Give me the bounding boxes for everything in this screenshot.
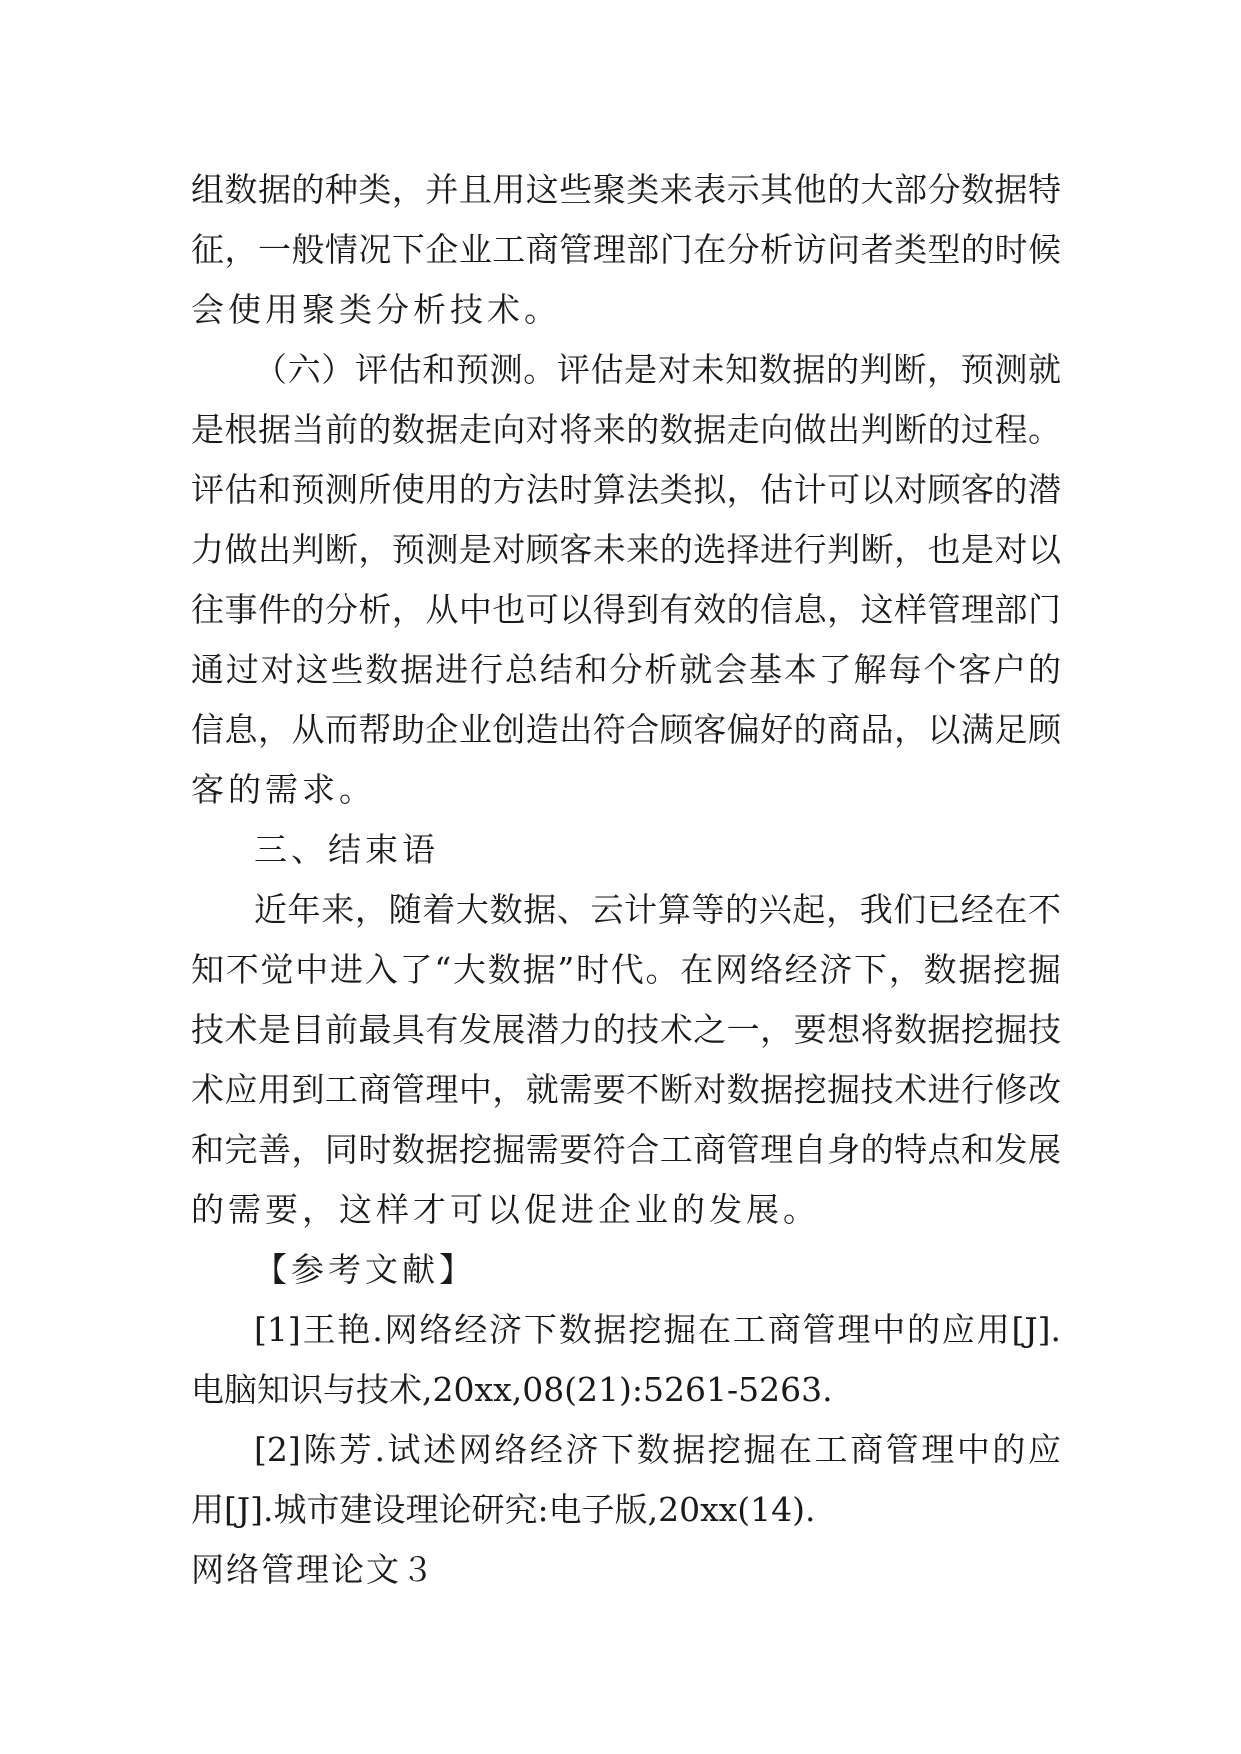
next-article-title: 网络管理论文３ — [191, 1550, 436, 1589]
text-line: （六）评估和预测。评估是对未知数据的判断，预测就 — [254, 350, 1061, 389]
document-body — [191, 160, 1061, 1600]
text-line: 和完善，同时数据挖掘需要符合工商管理自身的特点和发展 — [191, 1130, 1061, 1169]
paragraph-clustering — [191, 160, 1061, 340]
text-line: 信息，从而帮助企业创造出符合顾客偏好的商品，以满足顾 — [191, 710, 1061, 749]
text-line: 用[J].城市建设理论研究:电子版,20xx(14). — [191, 1490, 816, 1529]
text-line: 客的需求。 — [191, 770, 376, 809]
reference-item — [191, 1420, 1061, 1540]
text-line: [1]王艳.网络经济下数据挖掘在工商管理中的应用[J]. — [254, 1310, 1061, 1349]
text-line: 电脑知识与技术,20xx,08(21):5261-5263. — [191, 1370, 833, 1409]
text-line: 往事件的分析，从中也可以得到有效的信息，这样管理部门 — [191, 590, 1061, 629]
text-line: 知不觉中进入了“大数据”时代。在网络经济下，数据挖掘 — [191, 950, 1061, 989]
text-line: 力做出判断，预测是对顾客未来的选择进行判断，也是对以 — [191, 530, 1061, 569]
reference-item — [191, 1300, 1061, 1420]
text-line: 评估和预测所使用的方法时算法类拟，估计可以对顾客的潜 — [191, 470, 1061, 509]
text-line: 技术是目前最具有发展潜力的技术之一，要想将数据挖掘技 — [191, 1010, 1061, 1049]
paragraph-conclusion — [191, 880, 1061, 1240]
paragraph-evaluation-prediction — [191, 340, 1061, 820]
text-line: 征，一般情况下企业工商管理部门在分析访问者类型的时候 — [191, 230, 1061, 269]
text-line: [2]陈芳.试述网络经济下数据挖掘在工商管理中的应 — [254, 1430, 1061, 1469]
text-line: 的需要，这样才可以促进企业的发展。 — [191, 1190, 820, 1229]
text-line: 组数据的种类，并且用这些聚类来表示其他的大部分数据特 — [191, 170, 1061, 209]
text-line: 是根据当前的数据走向对将来的数据走向做出判断的过程。 — [191, 410, 1061, 449]
text-line: 通过对这些数据进行总结和分析就会基本了解每个客户的 — [191, 650, 1061, 689]
section-heading: 三、结束语 — [254, 830, 439, 869]
text-line: 会使用聚类分析技术。 — [191, 290, 561, 329]
text-line: 术应用到工商管理中，就需要不断对数据挖掘技术进行修改 — [191, 1070, 1061, 1109]
references-heading: 【参考文献】 — [254, 1250, 476, 1289]
text-line: 近年来，随着大数据、云计算等的兴起，我们已经在不 — [254, 890, 1061, 929]
